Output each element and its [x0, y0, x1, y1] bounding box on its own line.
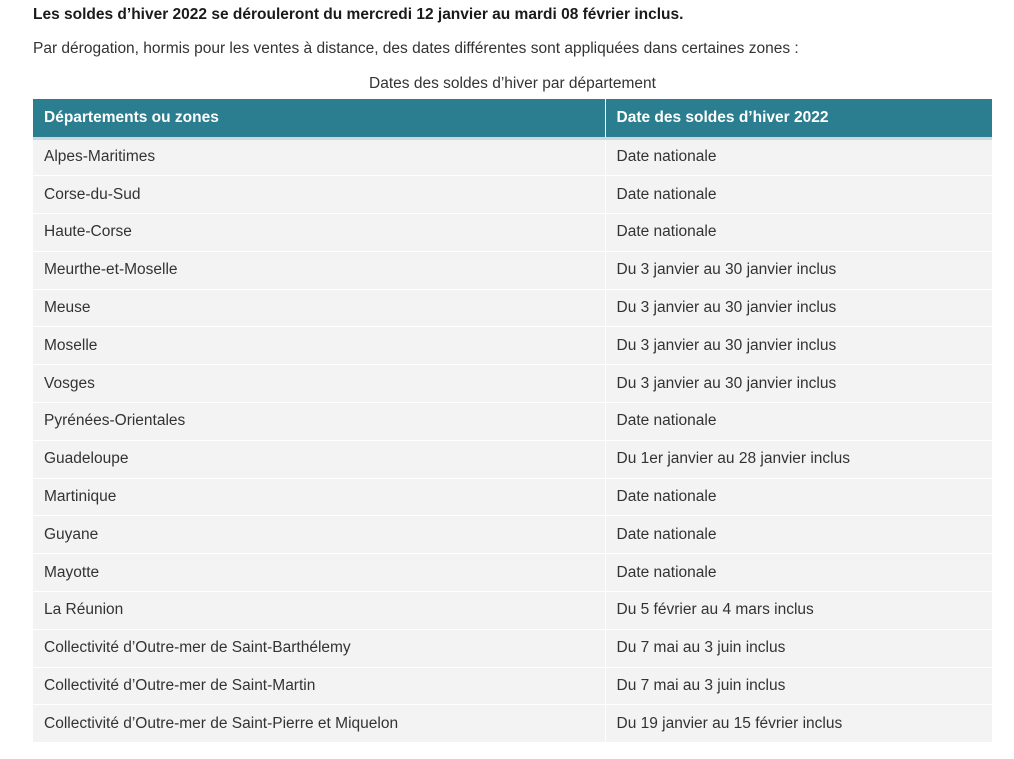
cell-date: Du 3 janvier au 30 janvier inclus — [605, 327, 992, 365]
cell-date: Du 19 janvier au 15 février inclus — [605, 705, 992, 743]
cell-zone: Collectivité d’Outre-mer de Saint-Pierre et Miquelon — [33, 705, 605, 743]
table-row — [33, 440, 992, 478]
cell-date: Du 5 février au 4 mars inclus — [605, 592, 992, 630]
cell-date: Du 7 mai au 3 juin inclus — [605, 667, 992, 705]
table-row — [33, 365, 992, 403]
table-row — [33, 214, 992, 252]
cell-date: Date nationale — [605, 138, 992, 176]
table-row — [33, 176, 992, 214]
cell-zone: Mayotte — [33, 554, 605, 592]
table-body — [33, 138, 992, 743]
table-row — [33, 289, 992, 327]
intro-paragraph: Par dérogation, hormis pour les ventes à distance, des dates différentes sont appliquées dans certaines zones : — [33, 40, 799, 57]
cell-date: Du 3 janvier au 30 janvier inclus — [605, 289, 992, 327]
cell-date: Date nationale — [605, 176, 992, 214]
cell-zone: Meurthe-et-Moselle — [33, 251, 605, 289]
table-row — [33, 251, 992, 289]
cell-zone: Corse-du-Sud — [33, 176, 605, 214]
cell-zone: Pyrénées-Orientales — [33, 403, 605, 441]
table-row — [33, 592, 992, 630]
cell-date: Du 7 mai au 3 juin inclus — [605, 629, 992, 667]
cell-date: Date nationale — [605, 478, 992, 516]
cell-zone: La Réunion — [33, 592, 605, 630]
column-header-zone: Départements ou zones — [33, 99, 605, 138]
cell-date: Du 1er janvier au 28 janvier inclus — [605, 440, 992, 478]
cell-zone: Guadeloupe — [33, 440, 605, 478]
cell-date: Date nationale — [605, 214, 992, 252]
cell-date: Date nationale — [605, 403, 992, 441]
table-caption: Dates des soldes d’hiver par département — [369, 75, 656, 92]
cell-zone: Martinique — [33, 478, 605, 516]
table-row — [33, 327, 992, 365]
headline: Les soldes d’hiver 2022 se dérouleront du mercredi 12 janvier au mardi 08 février inclus. — [33, 6, 684, 23]
cell-zone: Collectivité d’Outre-mer de Saint-Martin — [33, 667, 605, 705]
column-header-date: Date des soldes d’hiver 2022 — [605, 99, 992, 138]
cell-date: Date nationale — [605, 516, 992, 554]
cell-date: Date nationale — [605, 554, 992, 592]
sales-dates-table — [33, 99, 992, 743]
cell-zone: Alpes-Maritimes — [33, 138, 605, 176]
table-row — [33, 554, 992, 592]
cell-zone: Haute-Corse — [33, 214, 605, 252]
table-header-row — [33, 99, 992, 138]
table-row — [33, 705, 992, 743]
cell-date: Du 3 janvier au 30 janvier inclus — [605, 365, 992, 403]
table-row — [33, 403, 992, 441]
cell-zone: Collectivité d’Outre-mer de Saint-Barthélemy — [33, 629, 605, 667]
table-row — [33, 516, 992, 554]
table-row — [33, 138, 992, 176]
cell-zone: Meuse — [33, 289, 605, 327]
table-row — [33, 478, 992, 516]
cell-zone: Guyane — [33, 516, 605, 554]
table-row — [33, 629, 992, 667]
cell-date: Du 3 janvier au 30 janvier inclus — [605, 251, 992, 289]
table-row — [33, 667, 992, 705]
cell-zone: Vosges — [33, 365, 605, 403]
cell-zone: Moselle — [33, 327, 605, 365]
